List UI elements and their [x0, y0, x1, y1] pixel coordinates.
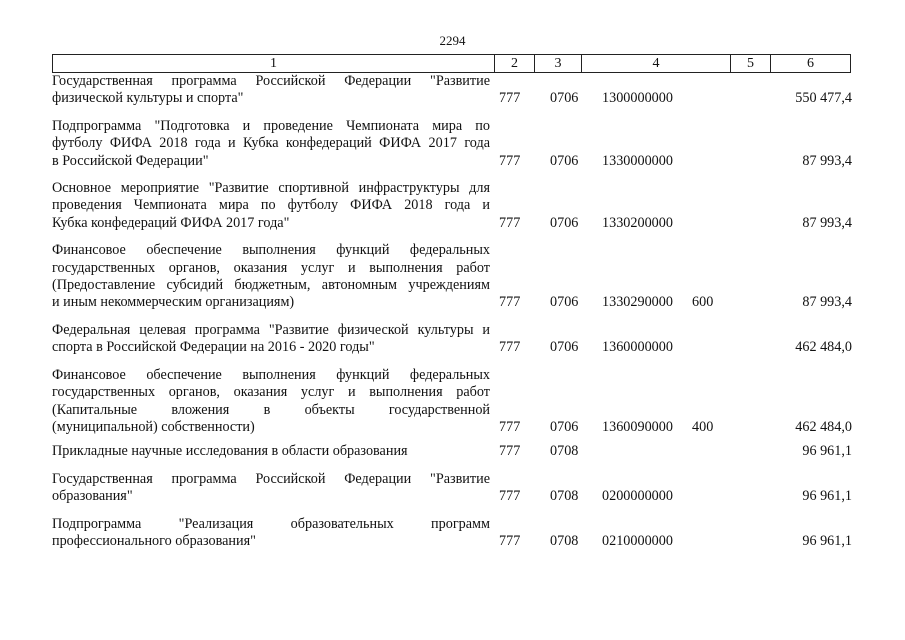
row-col-2: 777 [499, 339, 521, 356]
table-header [52, 54, 851, 73]
row-col-4: 0200000000 [602, 488, 673, 505]
row-name-line: (муниципальной) собственности) [52, 418, 255, 435]
table-row [52, 73, 852, 108]
row-name-line: (Предоставление субсидий бюджетным, автономным учреждениям [52, 277, 490, 294]
row-col-4: 1330200000 [602, 214, 673, 231]
row-col-2: 777 [499, 294, 521, 311]
row-name [52, 443, 490, 460]
row-col-3: 0706 [550, 214, 579, 231]
row-col-3: 0706 [550, 152, 579, 169]
row-col-3: 0708 [550, 488, 579, 505]
header-col-5: 5 [731, 55, 771, 72]
row-name [52, 471, 490, 506]
row-col-6: 96 961,1 [802, 488, 852, 505]
row-name-line: Финансовое обеспечение выполнения функций федеральных [52, 242, 490, 259]
row-col-4: 1330000000 [602, 152, 673, 169]
row-name-line: профессионального образования" [52, 532, 256, 549]
row-col-6: 87 993,4 [802, 214, 852, 231]
row-col-6: 96 961,1 [802, 532, 852, 549]
row-name [52, 242, 490, 312]
table-row [52, 367, 852, 437]
row-col-3: 0706 [550, 339, 579, 356]
row-name-line: (Капитальные вложения в объекты государственной [52, 401, 490, 418]
table-row [52, 180, 852, 232]
row-name-line: Основное мероприятие "Развитие спортивной инфраструктуры для [52, 180, 490, 197]
row-col-5: 600 [692, 294, 714, 311]
header-col-4: 4 [582, 55, 731, 72]
row-name-line: Государственная программа Российской Федерации "Развитие [52, 470, 490, 487]
row-col-3: 0708 [550, 443, 579, 460]
row-name [52, 516, 490, 551]
row-col-3: 0706 [550, 418, 579, 435]
row-col-2: 777 [499, 443, 521, 460]
row-col-6: 462 484,0 [795, 339, 852, 356]
row-name-line: государственных органов, оказания услуг и выполнения работ [52, 384, 490, 401]
row-name-line: и иным некоммерческим организациям) [52, 294, 295, 311]
row-name-line: футболу ФИФА 2018 года и Кубка конфедераций ФИФА 2017 года [52, 135, 490, 152]
row-col-6: 87 993,4 [802, 294, 852, 311]
row-col-6: 550 477,4 [795, 90, 852, 107]
row-col-5: 400 [692, 418, 714, 435]
row-col-6: 96 961,1 [802, 443, 852, 460]
row-name-line: Подпрограмма "Реализация образовательных программ [52, 515, 490, 532]
row-col-2: 777 [499, 214, 521, 231]
row-col-2: 777 [499, 488, 521, 505]
row-name-line: Подпрограмма "Подготовка и проведение Чемпионата мира по [52, 117, 490, 134]
row-name [52, 180, 490, 232]
row-name-line: Финансовое обеспечение выполнения функций федеральных [52, 366, 490, 383]
row-name-line: спорта в Российской Федерации на 2016 - 2020 годы" [52, 339, 375, 356]
row-col-4: 0210000000 [602, 532, 673, 549]
row-name-line: в Российской Федерации" [52, 152, 209, 169]
header-col-2: 2 [495, 55, 535, 72]
table-row [52, 118, 852, 170]
row-col-4: 1300000000 [602, 90, 673, 107]
row-name-line: Государственная программа Российской Федерации "Развитие [52, 73, 490, 89]
table-body [52, 73, 852, 550]
row-col-2: 777 [499, 532, 521, 549]
row-col-4: 1330290000 [602, 294, 673, 311]
row-col-6: 87 993,4 [802, 152, 852, 169]
row-name [52, 73, 490, 108]
row-col-2: 777 [499, 90, 521, 107]
row-name-line: проведения Чемпионата мира по футболу ФИФА 2018 года и [52, 197, 490, 214]
row-col-2: 777 [499, 152, 521, 169]
row-col-3: 0706 [550, 90, 579, 107]
row-col-4: 1360000000 [602, 339, 673, 356]
row-name [52, 367, 490, 437]
row-col-3: 0708 [550, 532, 579, 549]
row-col-3: 0706 [550, 294, 579, 311]
row-name-line: физической культуры и спорта" [52, 90, 244, 107]
row-name-line: образования" [52, 488, 133, 505]
table-row [52, 443, 852, 460]
row-name-line: Федеральная целевая программа "Развитие физической культуры и [52, 321, 490, 338]
row-col-6: 462 484,0 [795, 418, 852, 435]
header-col-6: 6 [807, 56, 814, 71]
row-col-2: 777 [499, 418, 521, 435]
row-name [52, 322, 490, 357]
row-name-line: Прикладные научные исследования в области образования [52, 443, 408, 460]
row-name-line: государственных органов, оказания услуг и выполнения работ [52, 259, 490, 276]
row-col-4: 1360090000 [602, 418, 673, 435]
table-row [52, 471, 852, 506]
row-name [52, 118, 490, 170]
table-row [52, 322, 852, 357]
header-col-3: 3 [535, 55, 582, 72]
table-row [52, 516, 852, 551]
page-number: 2294 [439, 33, 466, 48]
table-row [52, 242, 852, 312]
row-name-line: Кубка конфедераций ФИФА 2017 года" [52, 214, 290, 231]
header-col-1: 1 [53, 55, 495, 72]
